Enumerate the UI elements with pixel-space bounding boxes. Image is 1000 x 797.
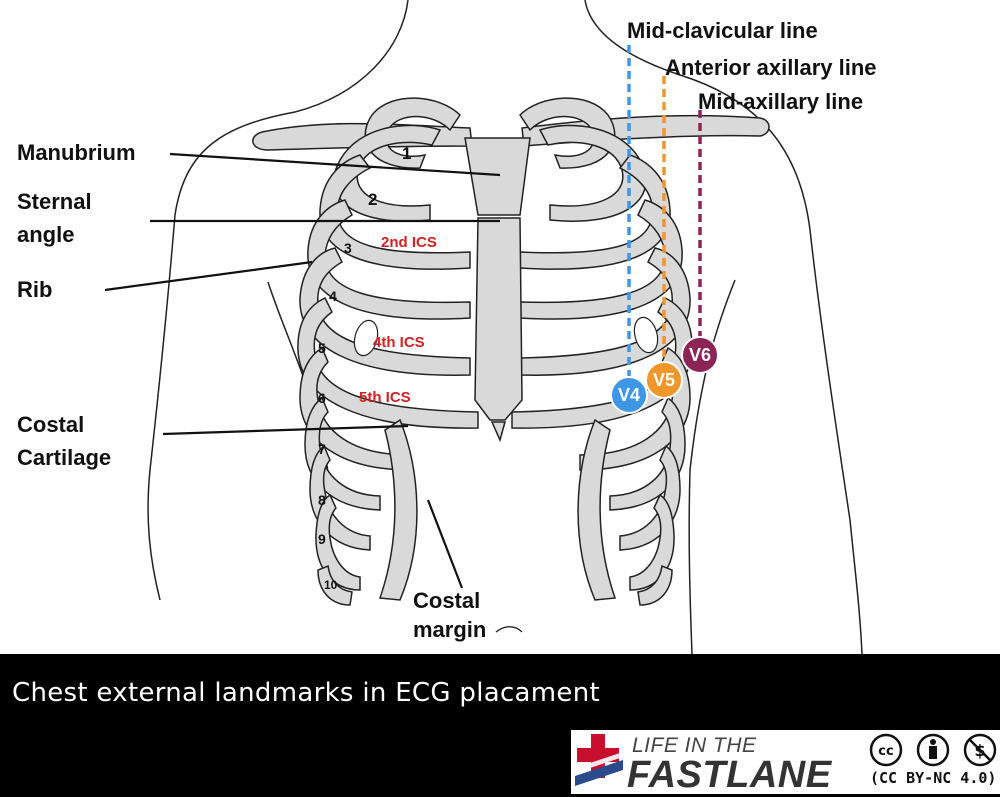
costal-margin-label-2: margin <box>413 617 487 642</box>
rib-label: Rib <box>17 277 53 302</box>
sternal-angle-label-1: Sternal <box>17 189 92 214</box>
manubrium-label: Manubrium <box>17 140 136 165</box>
rib-number: 6 <box>318 390 326 406</box>
costal-cartilage-label-2: Cartilage <box>17 445 112 470</box>
lifeinthefastlane-logo <box>571 730 1000 794</box>
license-text: (CC BY-NC 4.0) <box>870 769 997 787</box>
logo-cross-icon <box>571 730 627 794</box>
lead-v5: V5 <box>645 361 683 399</box>
ics-2-label: 2nd ICS <box>381 234 437 251</box>
rib-number: 8 <box>318 492 326 508</box>
logo-line2: FASTLANE <box>627 754 832 796</box>
svg-text:$: $ <box>974 741 986 760</box>
lead-v4: V4 <box>610 376 648 414</box>
rib-number: 9 <box>318 531 326 547</box>
mid-clavicular-label: Mid-clavicular line <box>627 18 818 43</box>
lead-v6: V6 <box>681 336 719 374</box>
rib-number: 2 <box>368 190 378 209</box>
rib-number: 7 <box>318 441 326 457</box>
rib-number: 1 <box>402 144 412 163</box>
rib-number: 5 <box>318 340 326 356</box>
caption-bar <box>0 654 1000 794</box>
rib-number: 10 <box>324 578 338 592</box>
sternal-angle-label-2: angle <box>17 222 75 247</box>
svg-text:cc: cc <box>878 744 894 759</box>
rib-number: 4 <box>329 288 337 304</box>
costal-cartilage-label-1: Costal <box>17 412 85 437</box>
ics-4-label: 4th ICS <box>373 334 425 351</box>
sternum <box>465 138 530 440</box>
rib-number: 3 <box>344 240 352 256</box>
cc-license-icons <box>868 732 998 768</box>
costal-margin-label-1: Costal <box>413 588 481 613</box>
mid-axillary-label: Mid-axillary line <box>698 89 864 114</box>
costal-arch <box>380 420 615 600</box>
anterior-axillary-label: Anterior axillary line <box>665 55 877 80</box>
logo-line1: LIFE IN THE <box>632 734 757 757</box>
ics-5-label: 5th ICS <box>359 389 411 406</box>
caption-text: Chest external landmarks in ECG placament <box>12 678 600 708</box>
